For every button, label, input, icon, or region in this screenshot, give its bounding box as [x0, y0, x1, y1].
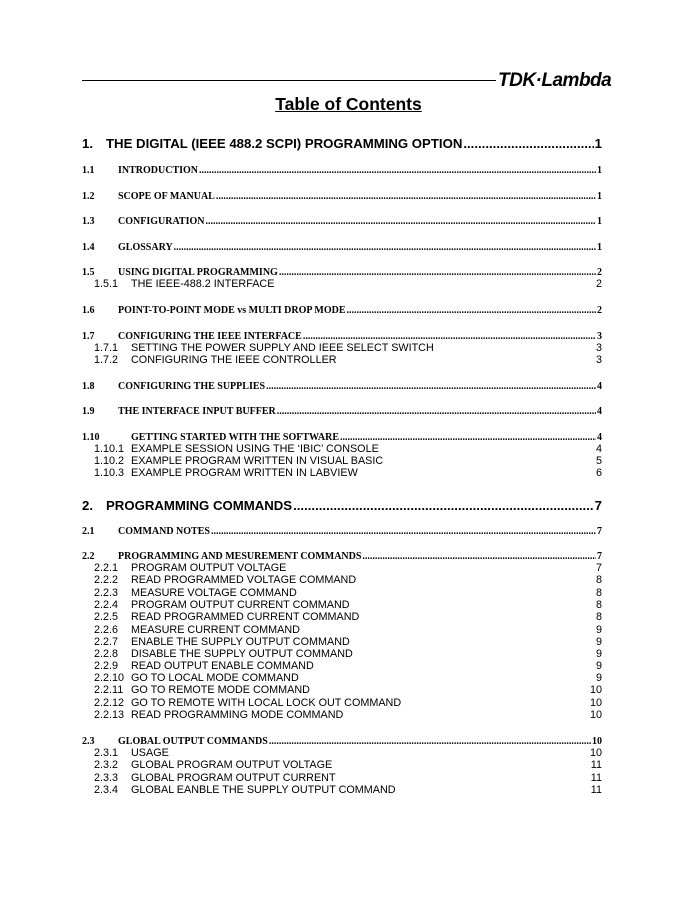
dot-leader [463, 135, 593, 152]
entry-number: 1.3 [82, 216, 95, 227]
entry-page-number: 1 [597, 242, 602, 253]
entry-number: 1.2 [82, 191, 95, 202]
entry-page-number: 10 [589, 747, 602, 759]
entry-title: GETTING STARTED WITH THE SOFTWARE [131, 432, 340, 443]
entry-number: 1.7.2 [94, 354, 119, 366]
entry-number: 2.2.13 [94, 709, 125, 721]
entry-page-number: 3 [595, 342, 602, 354]
dot-leader [199, 164, 596, 177]
entry-page-number: 11 [590, 784, 602, 796]
entry-number: 2.2.8 [94, 648, 119, 660]
dot-leader [277, 405, 596, 418]
entry-title: PROGRAM OUTPUT VOLTAGE [131, 562, 287, 574]
toc-subsection-entry[interactable] [82, 784, 602, 797]
entry-title: GLOBAL PROGRAM OUTPUT VOLTAGE [131, 759, 333, 771]
entry-number: 2.2.12 [94, 697, 125, 709]
entry-page-number: 5 [595, 455, 602, 467]
entry-title: MEASURE CURRENT COMMAND [131, 624, 300, 636]
entry-page-number: 7 [594, 498, 602, 513]
entry-number: 1.10.2 [94, 455, 125, 467]
entry-title: THE INTERFACE INPUT BUFFER [118, 406, 276, 417]
entry-number: 2.2.7 [94, 636, 119, 648]
toc-subsection-entry[interactable] [82, 574, 602, 587]
entry-number: 2.2.11 [94, 684, 124, 696]
entry-title: SETTING THE POWER SUPPLY AND IEEE SELECT SWITCH [131, 342, 434, 354]
entry-number: 1.8 [82, 381, 95, 392]
toc-section-entry[interactable] [82, 304, 602, 317]
entry-page-number: 9 [595, 672, 602, 684]
entry-number: 2.1 [82, 526, 95, 537]
entry-title: SCOPE OF MANUAL [118, 191, 215, 202]
toc-subsection-entry[interactable] [82, 278, 602, 291]
entry-number: 1.6 [82, 305, 95, 316]
entry-title: EXAMPLE SESSION USING THE ‘IBIC’ CONSOLE [131, 443, 379, 455]
entry-number: 2.2.10 [94, 672, 125, 684]
entry-page-number: 11 [590, 759, 602, 771]
entry-title: GLOBAL PROGRAM OUTPUT CURRENT [131, 772, 336, 784]
entry-page-number: 11 [590, 772, 602, 784]
header-rule [82, 80, 496, 81]
entry-page-number: 2 [595, 278, 602, 290]
entry-title: CONFIGURING THE IEEE CONTROLLER [131, 354, 337, 366]
entry-page-number: 4 [597, 432, 602, 443]
entry-number: 2. [82, 498, 93, 513]
entry-title: GO TO REMOTE WITH LOCAL LOCK OUT COMMAND [131, 697, 402, 709]
dot-leader [205, 215, 596, 228]
toc-chapter-entry[interactable] [82, 497, 602, 514]
entry-number: 2.2.3 [94, 587, 119, 599]
entry-page-number: 8 [595, 587, 602, 599]
toc-section-entry[interactable] [82, 215, 602, 228]
entry-number: 2.3.3 [94, 772, 119, 784]
entry-title: CONFIGURING THE SUPPLIES [118, 381, 266, 392]
entry-page-number: 7 [597, 551, 602, 562]
entry-page-number: 8 [595, 574, 602, 586]
entry-page-number: 2 [597, 305, 602, 316]
entry-page-number: 1 [597, 191, 602, 202]
entry-number: 2.2.2 [94, 574, 119, 586]
toc-section-entry[interactable] [82, 380, 602, 393]
entry-title: THE DIGITAL (IEEE 488.2 SCPI) PROGRAMMING OPTION [106, 136, 463, 151]
entry-number: 2.3.4 [94, 784, 119, 796]
entry-title: GLOBAL OUTPUT COMMANDS [118, 736, 268, 747]
entry-title: GLOSSARY [118, 242, 173, 253]
entry-number: 2.3.2 [94, 759, 119, 771]
entry-number: 2.2.1 [94, 562, 119, 574]
entry-page-number: 10 [589, 697, 602, 709]
entry-page-number: 4 [595, 443, 602, 455]
toc-section-entry[interactable] [82, 525, 602, 538]
entry-page-number: 7 [595, 562, 602, 574]
dot-leader [293, 497, 594, 514]
dot-leader [174, 241, 596, 254]
entry-number: 2.3 [82, 736, 95, 747]
entry-page-number: 1 [597, 165, 602, 176]
entry-title: USAGE [131, 747, 169, 759]
entry-page-number: 9 [595, 660, 602, 672]
entry-number: 1.5.1 [94, 278, 119, 290]
entry-page-number: 1 [597, 216, 602, 227]
entry-title: EXAMPLE PROGRAM WRITTEN IN VISUAL BASIC [131, 455, 384, 467]
entry-number: 1.7 [82, 331, 95, 342]
toc-title: Table of Contents [275, 94, 422, 114]
entry-title: GO TO LOCAL MODE COMMAND [131, 672, 299, 684]
entry-number: 1.4 [82, 242, 95, 253]
entry-page-number: 7 [597, 526, 602, 537]
entry-title: CONFIGURATION [118, 216, 205, 227]
entry-page-number: 9 [595, 636, 602, 648]
entry-number: 2.2.6 [94, 624, 119, 636]
entry-page-number: 2 [597, 267, 602, 278]
toc-section-entry[interactable] [82, 190, 602, 203]
entry-page-number: 8 [595, 611, 602, 623]
entry-number: 1.1 [82, 165, 95, 176]
entry-number: 2.2 [82, 551, 95, 562]
entry-page-number: 10 [589, 684, 602, 696]
dot-leader [266, 380, 596, 393]
entry-title: DISABLE THE SUPPLY OUTPUT COMMAND [131, 648, 353, 660]
entry-title: EXAMPLE PROGRAM WRITTEN IN LABVIEW [131, 467, 358, 479]
entry-page-number: 4 [597, 381, 602, 392]
entry-page-number: 4 [597, 406, 602, 417]
entry-number: 1.10 [82, 432, 100, 443]
toc-section-entry[interactable] [82, 241, 602, 254]
toc-subsection-entry[interactable] [82, 467, 602, 480]
toc-section-entry[interactable] [82, 164, 602, 177]
dot-leader [211, 525, 596, 538]
entry-page-number: 1 [594, 136, 602, 151]
toc-subsection-entry[interactable] [82, 354, 602, 367]
toc-subsection-entry[interactable] [82, 759, 602, 772]
entry-page-number: 10 [592, 736, 602, 747]
entry-number: 2.2.5 [94, 611, 119, 623]
entry-title: ENABLE THE SUPPLY OUTPUT COMMAND [131, 636, 350, 648]
dot-leader [347, 304, 596, 317]
entry-page-number: 9 [595, 648, 602, 660]
entry-title: READ PROGRAMMED VOLTAGE COMMAND [131, 574, 357, 586]
entry-title: CONFIGURING THE IEEE INTERFACE [118, 331, 302, 342]
entry-title: READ PROGRAMMED CURRENT COMMAND [131, 611, 360, 623]
toc-subsection-entry[interactable] [82, 611, 602, 624]
entry-number: 1.9 [82, 406, 95, 417]
toc-chapter-entry[interactable] [82, 135, 602, 152]
toc-subsection-entry[interactable] [82, 684, 602, 697]
entry-number: 1.10.3 [94, 467, 125, 479]
entry-title: READ PROGRAMMING MODE COMMAND [131, 709, 344, 721]
entry-title: GO TO REMOTE MODE COMMAND [131, 684, 310, 696]
entry-page-number: 9 [595, 624, 602, 636]
entry-title: COMMAND NOTES [118, 526, 210, 537]
entry-title: PROGRAMMING AND MESUREMENT COMMANDS [118, 551, 362, 562]
entry-title: GLOBAL EANBLE THE SUPPLY OUTPUT COMMAND [131, 784, 396, 796]
entry-number: 1. [82, 136, 93, 151]
entry-title: THE IEEE-488.2 INTERFACE [131, 278, 275, 290]
entry-page-number: 10 [589, 709, 602, 721]
entry-title: PROGRAMMING COMMANDS [106, 498, 293, 513]
toc-subsection-entry[interactable] [82, 709, 602, 722]
dot-leader [216, 190, 596, 203]
entry-title: READ OUTPUT ENABLE COMMAND [131, 660, 314, 672]
entry-title: MEASURE VOLTAGE COMMAND [131, 587, 297, 599]
entry-page-number: 6 [595, 467, 602, 479]
entry-page-number: 3 [597, 331, 602, 342]
entry-number: 1.5 [82, 267, 95, 278]
entry-number: 2.2.4 [94, 599, 119, 611]
entry-title: USING DIGITAL PROGRAMMING [118, 267, 278, 278]
entry-title: POINT-TO-POINT MODE vs MULTI DROP MODE [118, 305, 346, 316]
entry-page-number: 8 [595, 599, 602, 611]
entry-number: 2.3.1 [94, 747, 119, 759]
entry-number: 2.2.9 [94, 660, 119, 672]
entry-title: INTRODUCTION [118, 165, 199, 176]
brand-logo: TDK·Lambda [498, 70, 612, 91]
entry-page-number: 3 [595, 354, 602, 366]
entry-title: PROGRAM OUTPUT CURRENT COMMAND [131, 599, 350, 611]
entry-number: 1.7.1 [94, 342, 119, 354]
entry-number: 1.10.1 [94, 443, 125, 455]
toc-section-entry[interactable] [82, 405, 602, 418]
